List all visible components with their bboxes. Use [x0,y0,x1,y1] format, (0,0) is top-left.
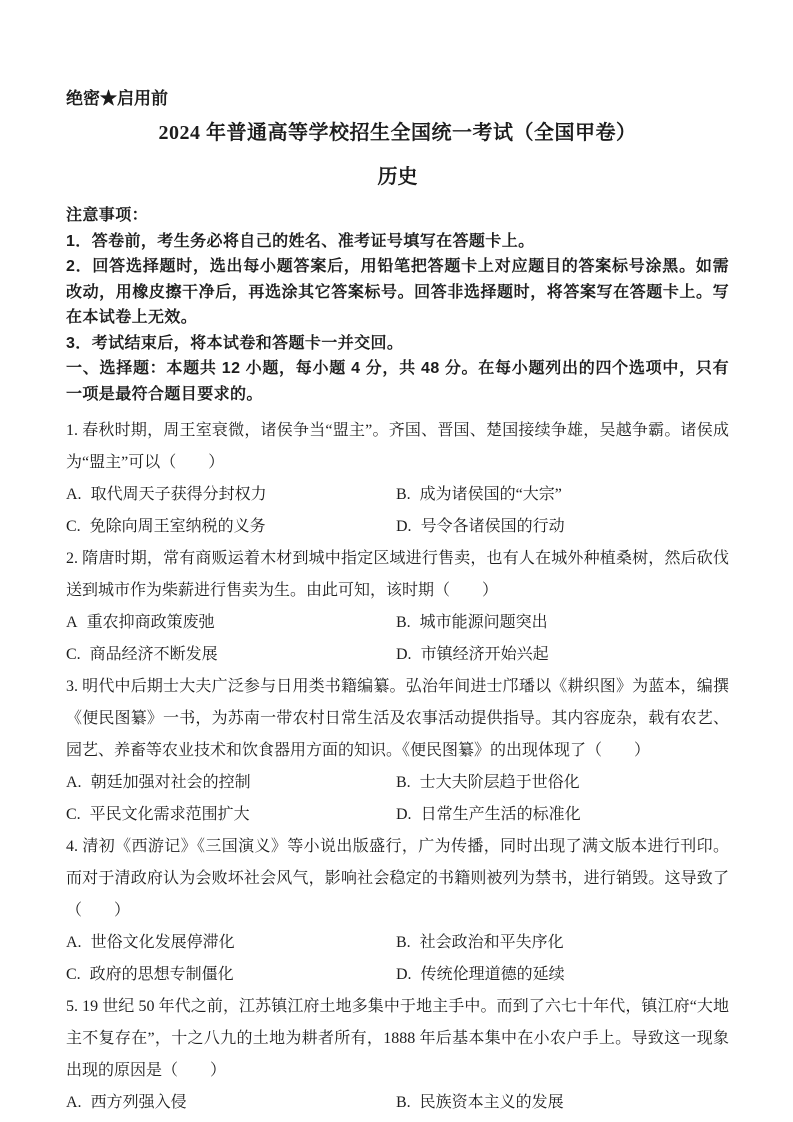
section-header: 一、选择题：本题共 12 小题，每小题 4 分，共 48 分。在每小题列出的四个选项中，只有一项是最符合题目要求的。 [66,360,729,403]
questions-section [66,415,729,1119]
subject-title: 历史 [377,166,418,188]
option-label: A. [66,774,82,791]
options-grid [66,607,729,671]
option-text: 城市能源问题突出 [419,614,548,631]
option-label: B. [396,1094,411,1111]
option-d [396,959,729,991]
option-text: 政府的思想专制僵化 [89,966,234,983]
option-label: C. [66,966,81,983]
option-label: D. [396,806,412,823]
option-text: 重农抑商政策废弛 [86,614,215,631]
option-label: A. [66,1094,82,1111]
question-3 [66,671,729,831]
option-b [396,1087,729,1119]
option-text: 号令各诸侯国的行动 [420,518,565,535]
question-stem: 1. 春秋时期，周王室衰微，诸侯争当“盟主”。齐国、晋国、楚国接续争雄，吴越争霸。诸侯成为“盟主”可以（ ） [66,422,729,471]
question-stem: 5. 19 世纪 50 年代之前，江苏镇江府土地多集中于地主手中。而到了六七十年代，镇江府“大地主不复存在”，十之八九的土地为耕者所有，1888 年后基本集中在小农户手上。导致这一现象出现的原因是（ ） [66,998,729,1079]
option-text: 世俗文化发展停滞化 [90,934,235,951]
question-1 [66,415,729,543]
options-grid [66,1087,729,1119]
notice-heading: 注意事项： [66,207,149,224]
option-a [66,1087,396,1119]
options-grid [66,767,729,831]
option-text: 西方列强入侵 [90,1094,187,1111]
option-a [66,607,396,639]
option-label: B. [396,614,411,631]
option-label: C. [66,518,81,535]
option-a [66,767,396,799]
option-c [66,959,396,991]
option-text: 朝廷加强对社会的控制 [90,774,251,791]
question-stem: 2. 隋唐时期，常有商贩运着木材到城中指定区域进行售卖，也有人在城外种植桑树，然后砍伐送到城市作为柴薪进行售卖为生。由此可知，该时期（ ） [66,550,729,599]
option-text: 平民文化需求范围扩大 [89,806,250,823]
option-text: 商品经济不断发展 [89,646,218,663]
option-label: B. [396,934,411,951]
option-text: 士大夫阶层趋于世俗化 [419,774,580,791]
notice-item: 3．考试结束后，将本试卷和答题卡一并交回。 [66,334,404,352]
option-label: A. [66,486,82,503]
option-text: 传统伦理道德的延续 [420,966,565,983]
option-d [396,799,729,831]
option-d [396,639,729,671]
option-c [66,799,396,831]
exam-title: 2024 年普通高等学校招生全国统一考试（全国甲卷） [158,122,637,144]
option-text: 日常生产生活的标准化 [420,806,581,823]
notice-section [66,203,729,407]
option-label: C. [66,806,81,823]
notice-item: 1．答卷前，考生务必将自己的姓名、准考证号填写在答题卡上。 [66,232,535,250]
option-text: 民族资本主义的发展 [419,1094,564,1111]
options-grid [66,927,729,991]
question-2 [66,543,729,671]
option-b [396,607,729,639]
option-text: 社会政治和平失序化 [419,934,564,951]
classification-label: 绝密★启用前 [66,89,168,108]
option-label: B. [396,486,411,503]
option-a [66,927,396,959]
option-label: A. [66,934,82,951]
option-label: A [66,614,78,631]
question-stem: 4. 清初《西游记》《三国演义》等小说出版盛行，广为传播，同时出现了满文版本进行刊印。而对于清政府认为会败坏社会风气，影响社会稳定的书籍则被列为禁书，进行销毁。这导致了（ ） [66,838,729,919]
option-text: 成为诸侯国的“大宗” [419,486,562,503]
notice-item: 2．回答选择题时，选出每小题答案后，用铅笔把答题卡上对应题目的答案标号涂黑。如需改动，用橡皮擦干净后，再选涂其它答案标号。回答非选择题时，将答案写在答题卡上。写在本试卷上无效。 [66,258,729,326]
question-4 [66,831,729,991]
option-label: D. [396,966,412,983]
option-c [66,639,396,671]
option-text: 取代周天子获得分封权力 [90,486,267,503]
option-label: D. [396,646,412,663]
option-text: 市镇经济开始兴起 [420,646,549,663]
options-grid [66,479,729,543]
option-text: 免除向周王室纳税的义务 [89,518,266,535]
option-label: D. [396,518,412,535]
option-a [66,479,396,511]
option-c [66,511,396,543]
option-b [396,767,729,799]
question-stem: 3. 明代中后期士大夫广泛参与日用类书籍编纂。弘治年间进士邝璠以《耕织图》为蓝本，编撰《便民图纂》一书，为苏南一带农村日常生活及农事活动提供指导。其内容庞杂，载有农艺、园艺、养畜等农业技术和饮食器用方面的知识。《便民图纂》的出现体现了（ ） [66,678,729,759]
option-b [396,927,729,959]
option-b [396,479,729,511]
option-label: C. [66,646,81,663]
option-d [396,511,729,543]
option-label: B. [396,774,411,791]
question-5 [66,991,729,1119]
